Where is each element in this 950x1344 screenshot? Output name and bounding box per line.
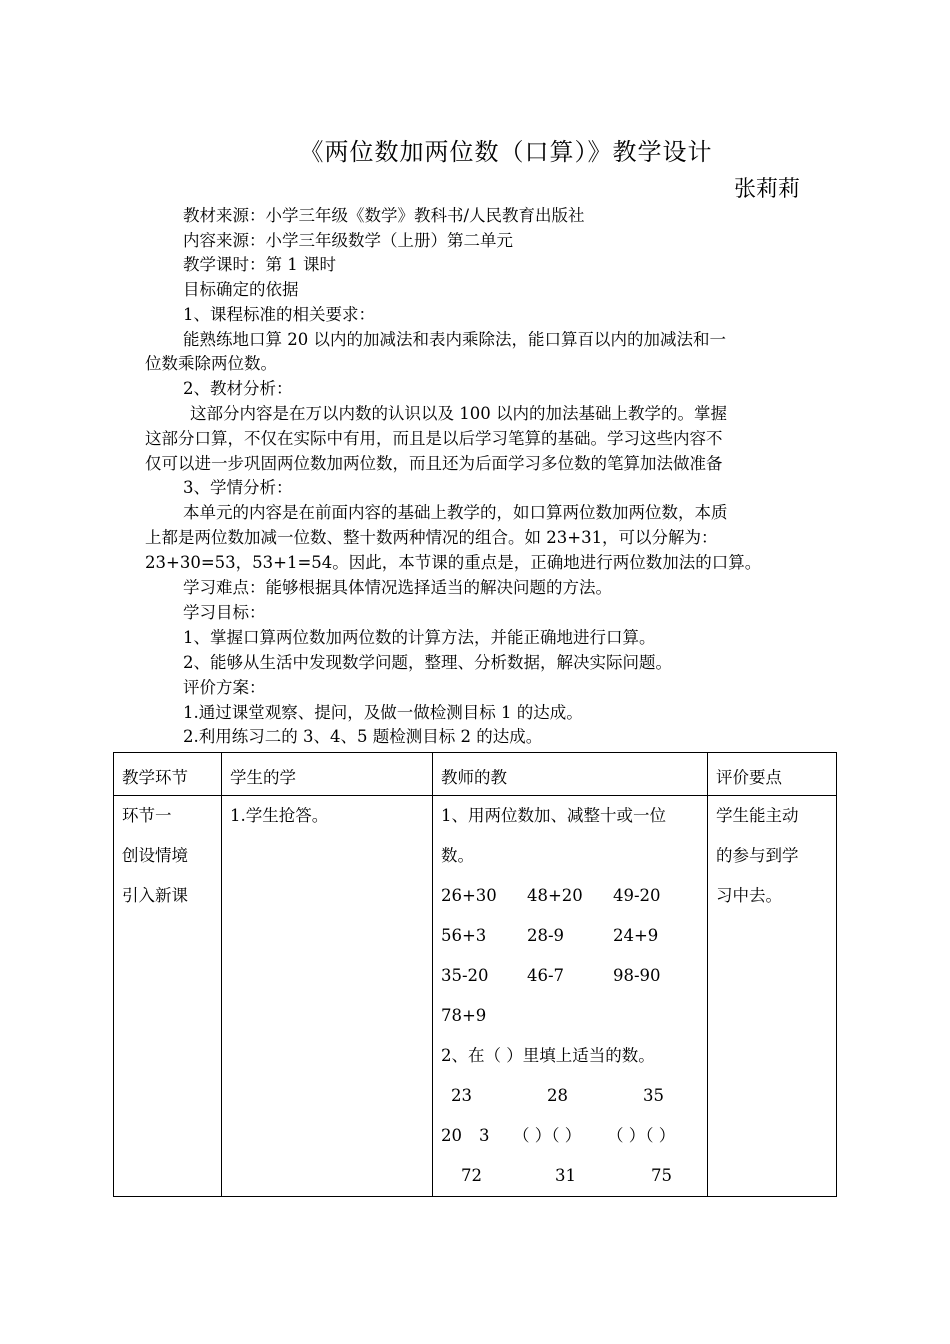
expression: 48+20: [526, 886, 583, 905]
standard-text-2: 位数乘除两位数。: [145, 354, 277, 373]
document-title: 《两位数加两位数（口算）》教学设计: [299, 138, 713, 166]
expression: 78+9: [440, 1006, 487, 1025]
fill-mid-row: [441, 1116, 699, 1156]
goal-1: 1、掌握口算两位数加两位数的计算方法，并能正确地进行口算。: [183, 628, 656, 647]
goal-2: 2、能够从生活中发现数学问题，整理、分析数据，解决实际问题。: [183, 653, 672, 672]
fill-number: 28: [546, 1086, 568, 1105]
goals-heading: 学习目标：: [183, 603, 266, 622]
analysis-heading: 2、教材分析：: [183, 379, 293, 398]
eval-heading: 评价方案：: [183, 678, 266, 697]
fill-blank: （ ）（ ）: [512, 1126, 582, 1145]
learner-text-3: 23+30=53，53+1=54。因此，本节课的重点是，正确地进行两位数加法的口算。: [145, 553, 762, 572]
textbook-source: 教材来源：小学三年级《数学》教科书/人民教育出版社: [183, 206, 585, 225]
task1-line-2: 数。: [440, 846, 474, 865]
fill-top-row: [441, 1076, 699, 1116]
expr-row: [441, 956, 699, 996]
analysis-text-3: 仅可以进一步巩固两位数加两位数，而且还为后面学习多位数的笔算加法做准备: [145, 454, 723, 473]
expression: 26+30: [440, 886, 497, 905]
expression: 49-20: [612, 886, 661, 905]
eval-2: 2.利用练习二的 3、4、5 题检测目标 2 的达成。: [183, 727, 543, 746]
learner-text-1: 本单元的内容是在前面内容的基础上教学的，如口算两位数加两位数，本质: [183, 503, 728, 522]
eval-1: 1.通过课堂观察、提问，及做一做检测目标 1 的达成。: [183, 703, 583, 722]
fill-number: 31: [554, 1166, 576, 1185]
header-stage: 教学环节: [114, 753, 222, 796]
header-student: 学生的学: [222, 753, 433, 796]
expr-row: [441, 916, 699, 956]
expression: 24+9: [612, 926, 659, 945]
header-evaluation: 评价要点: [707, 753, 836, 796]
evaluation-line: 的参与到学: [715, 846, 799, 865]
table-row: [114, 796, 837, 1197]
teacher-cell: [432, 796, 707, 1197]
learning-difficulty: 学习难点：能够根据具体情况选择适当的解决问题的方法。: [183, 578, 612, 597]
expr-row: [441, 996, 699, 1036]
standard-heading: 1、课程标准的相关要求：: [183, 305, 375, 324]
basis-heading: 目标确定的依据: [183, 280, 299, 299]
student-cell: [222, 796, 433, 1197]
expr-row: [441, 876, 699, 916]
author-name: 张莉莉: [734, 177, 801, 202]
fill-number: 23: [450, 1086, 472, 1105]
task1-line-1: 1、用两位数加、减整十或一位: [440, 806, 666, 825]
lesson-plan-table: [113, 752, 837, 1197]
evaluation-line: 习中去。: [715, 886, 782, 905]
content-source: 内容来源：小学三年级数学（上册）第二单元: [183, 231, 513, 250]
fill-number: 75: [650, 1166, 672, 1185]
task2-text: 2、在（ ）里填上适当的数。: [440, 1046, 655, 1065]
header-teacher: 教师的教: [432, 753, 707, 796]
analysis-text-2: 这部分口算，不仅在实际中有用，而且是以后学习笔算的基础。学习这些内容不: [145, 429, 723, 448]
fill-number: 72: [460, 1166, 482, 1185]
expression: 98-90: [612, 966, 661, 985]
evaluation-cell: [707, 796, 836, 1197]
fill-bottom-row: [441, 1156, 699, 1196]
fill-number: 3: [478, 1126, 490, 1145]
stage-line: 环节一: [122, 806, 172, 825]
expression: 35-20: [440, 966, 489, 985]
stage-cell: [114, 796, 222, 1197]
expression: 46-7: [526, 966, 565, 985]
stage-line: 创设情境: [122, 846, 188, 865]
lesson-period: 教学课时：第 1 课时: [183, 255, 336, 274]
fill-number: 35: [642, 1086, 664, 1105]
analysis-text-1: 这部分内容是在万以内数的认识以及 100 以内的加法基础上教学的。掌握: [190, 404, 727, 423]
student-activity: 1.学生抢答。: [230, 806, 329, 825]
fill-number: 20: [440, 1126, 462, 1145]
learner-text-2: 上都是两位数加减一位数、整十数两种情况的组合。如 23+31，可以分解为：: [145, 528, 718, 547]
standard-text-1: 能熟练地口算 20 以内的加减法和表内乘除法，能口算百以内的加减法和一: [183, 330, 726, 349]
learner-heading: 3、学情分析：: [183, 478, 293, 497]
table-header-row: [114, 753, 837, 796]
fill-blank: （ ）（ ）: [606, 1126, 676, 1145]
evaluation-line: 学生能主动: [715, 806, 799, 825]
expression: 56+3: [440, 926, 487, 945]
stage-line: 引入新课: [122, 886, 188, 905]
expression: 28-9: [526, 926, 565, 945]
